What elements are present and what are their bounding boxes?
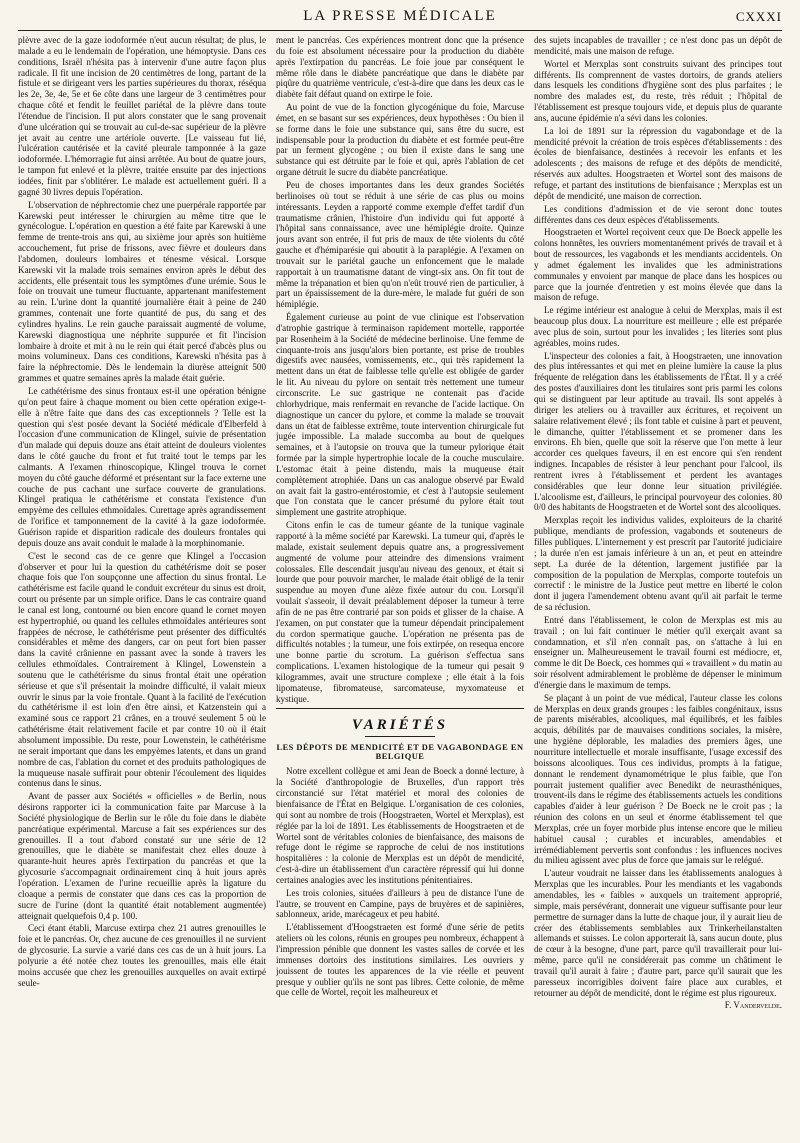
article-paragraph: L'observation de néphrectomie chez une puerpérale rapportée par Karewski peut intéresser le chirurgien au même titre que le gynécologue. L'opération en question a été faite par Karewski à une femme de trente-trois ans qui, au sixième jour après son huitième accouchement, fut prise de frissons, avec fièvre et douleurs dans l'abdomen, douleurs lombaires et ténesme vésical. Lorsque Karewski vit la malade trois semaines environ après le début des accidents, elle présentait tous les symptômes d'une urémie. Sous le foie on trouvait une tumeur fluctuante, appartenant manifestement au rein. L'urine dont la quantité journalière était à peine de 240 grammes, contenait une forte quantité de pus, du sang et des cylindres hyalins. Le rein gauche paraissait augmenté de volume, Karewski diagnostiqua une néphrite suppurée et fit l'incision lombaire à droite et mit à nu le rein qui était percé d'abcès plus ou moins volumineux. Dans ces conditions, Karewski n'hésita pas à faire la néphrectomie. Dès le lendemain la diurèse atteignit 500 grammes et quatre semaines après la malade était guérie.	[18, 199, 266, 384]
article-paragraph: Se plaçant à un point de vue médical, l'auteur classe les colons de Merxplas en deux grands groupes : les faibles congénitaux, issus de parents misérables, alcooliques, mal équilibrés, et les faibles acquis, débilités par de mauvaises conditions sociales, la misère, une hygiène déplorable, les maladies des premiers âges, une nourriture intellectuelle et morale insuffisante, l'usage excessif des boissons alcooliques. Tous ces individus, prompts à la fatigue, donnant le rendement dynamométrique le plus faible, que l'on pourrait justement qualifier avec Benedikt de neurasthéniques, trouvent-ils dans le régime des établissements actuels les conditions capables d'aider à leur guérison ? De Boeck ne le croit pas ; la réunion des colons en un seul et énorme établissement tel que Merxplas, crée un foyer morbide plus intense encore que le milieu habituel causal ; curables et incurables, amendables et irrémédiablement pervertis sont confondus : les influences nocives du milieu agissent avec plus de force que jamais sur le relégué.	[534, 692, 782, 866]
text-columns	[18, 35, 782, 1130]
article-paragraph: L'auteur voudrait ne laisser dans les établissements analogues à Merxplas que les incurables. Pour les mendiants et les vagabonds amendables, les « faibles » auxquels un traitement approprié, simple, mais persévérant, donnerait une vigueur suffisante pour leur permettre de surnager dans la lutte de chaque jour, il y aurait lieu de créer des établissements semblables aux Trinkerheilanstalten allemands et suisses. Le colon apporterait là, sans aucun doute, plus de cœur à la besogne, d'une part, parce qu'il travaillerait pour lui-même, parce qu'il ne considérerait pas comme un châtiment le travail qu'il aurait à faire ; d'autre part, parce qu'il saurait que les paresseux incorrigibles doivent faire place aux curables, et retourner au dépôt de mendicité, dont le régime est plus rigoureux.	[534, 868, 782, 998]
article-paragraph: L'établissement d'Hoogstraeten est formé d'une série de petits ateliers où les colons, réunis en groupes peu nombreux, échappent à l'impression pénible que donnent les vastes salles de corvée et les immenses dortoirs des institutions similaires. Les ouvriers y jouissent de toutes les apparences de la vie réelle et peuvent presque y oublier qu'ils ne sont pas libres. Cette colonie, de même que celle de Wortel, reçoit les malheureux et	[276, 922, 524, 998]
article-paragraph: Peu de choses importantes dans les deux grandes Sociétés berlinoises où tout se réduit à une série de cas plus ou moins intéressants. Leyden a rapporté comme exemple d'effet tardif d'un traumatisme crânien, l'histoire d'un individu qui fut apporté à l'hôpital sans connaissance, avec une hémiplégie droite. Quinze jours avant son entrée, il fut pris de maux de tête violents du côté gauche et d'hémiparésie qui aboutit à la paraplégie. A l'examen on trouvait sur le pariétal gauche un enfoncement que le malade rapportait à un traumatisme datant de vingt-six ans. On fit tout de même la trépanation et bien qu'on n'eût trouvé rien de particulier, à part un épaississement de la dure-mère, le malade fut guéri de son hémiplégie.	[276, 179, 524, 310]
article-paragraph: L'inspecteur des colonies a fait, à Hoogstraeten, une innovation des plus intéressantes et qui met en pleine lumière la cause la plus fréquente de relégation dans les établissements de l'État. Il y a créé des postes d'auxiliaires dont les titulaires sont pris parmi les colons qui se distinguent par leur aptitude au travail. Ils sont appelés à diriger les ateliers ou à travailler aux écritures, et reçoivent un salaire relativement élevé ; ils font table et cuisine à part et peuvent, le dimanche, quitter l'établissement et se promener dans les environs. Eh bien, quelle que soit la réserve que l'on mette à leur accorder ces quelques faveurs, il en est encore qui s'en rendent indignes. Incapables de résister à leur penchant pour l'alcool, ils rentrent ivres à l'établissement et perdent les avantages considérables que leur donne leur situation privilégiée. L'alcoolisme est, d'ailleurs, le principal pourvoyeur des colonies. 80 0/0 des habitants de Hoogstraeten et de Wortel sont des alcooliques.	[534, 350, 782, 513]
column-middle	[276, 35, 524, 1130]
article-paragraph: Les trois colonies, situées d'ailleurs à peu de distance l'une de l'autre, se trouvent en Campine, pays de bruyères et de sapinières, sablonneux, aride, marécageux et peu habité.	[276, 887, 524, 920]
article-paragraph: Ceci étant établi, Marcuse extirpa chez 21 autres grenouilles le foie et le pancréas. Or, chez aucune de ces grenouilles il ne survient de glycosurie. La survie a varié dans ces cas de un à huit jours. La polyurie a été notée chez toutes les grenouilles, mais elle était moins accusée que chez les grenouilles auxquelles on avait extirpé seule-	[18, 923, 266, 988]
article-paragraph: ment le pancréas. Ces expériences montrent donc que la présence du foie est absolument nécessaire pour la production du diabète après l'extirpation du pancréas. Le foie joue par conséquent le même rôle dans le diabète pancréatique que dans le diabète par piqûre du quatrième ventricule, c'est-à-dire que dans les deux cas le diabète fait défaut quand on extirpe le foie.	[276, 35, 524, 100]
section-heading: VARIÉTÉS	[351, 717, 449, 734]
article-paragraph: Entré dans l'établissement, le colon de Merxplas est mis au travail ; on lui fait continuer le métier qu'il exerçait avant sa condamnation, et s'il n'en connaît pas, on s'attache à lui en enseigner un. Malheureusement le travail fourni est médiocre, et, comme le dit De Boeck, ces hommes qui « travaillent » du matin au soir résolvent admirablement le problème de dépenser le minimum d'énergie dans le maximum de temps.	[534, 614, 782, 690]
author-signature: F. Vandervelde.	[724, 1000, 782, 1011]
journal-title: LA PRESSE MÉDICALE	[303, 8, 497, 24]
section-divider	[276, 708, 524, 709]
article-paragraph: Notre excellent collègue et ami Jean de Boeck a donné lecture, à la Société d'anthropologie de Bruxelles, d'un rapport très circonstancié sur l'état matériel et moral des colonies de bienfaisance de l'État en Belgique. L'organisation de ces colonies, qui sont au nombre de trois (Hoogstraeten, Wortel et Merxplas), est réglée par la loi de 1891. Les établissements de Hoogstraeten et de Wortel sont de véritables colonies de bienfaisance, des maisons de refuge dont le régime se rapproche de celui de nos institutions hospitalières : la colonie de Merxplas est un dépôt de mendicité, c'est-à-dire un établissement d'un caractère répressif qui lui donne certaines analogies avec les institutions pénitentiaires.	[276, 766, 524, 885]
article-paragraph: Wortel et Merxplas sont construits suivant des principes tout différents. Ils comprennent de vastes dortoirs, de grands ateliers dans lesquels les conditions d'hygiène sont des plus parfaites ; le nombre des malades est, du reste, très réduit ; l'hôpital de l'établissement est presque toujours vide, et depuis plus de quarante ans, aucune épidémie n'a sévi dans les colonies.	[534, 58, 782, 123]
article-paragraph: Également curieuse au point de vue clinique est l'observation d'atrophie gastrique à terminaison rapidement mortelle, rapportée par Rosenheim à la Société de médecine berlinoise. Une femme de cinquante-trois ans jusqu'alors bien portante, est prise de troubles digestifs avec nausées, vomissements, etc., qui très rapidement la mettent dans un état de faiblesse telle qu'elle est obligée de garder le lit. Au niveau du pylore on sentait très nettement une tumeur circonscrite. Le suc gastrique ne contenait pas d'acide chlorhydrique, mais renfermait en revanche de l'acide lactique. On diagnostique un cancer du pylore, et comme la malade se trouvait dans un état de faiblesse extrême, toute intervention chirurgicale fut jugée impossible. La malade succomba au bout de quelques semaines, et à l'autopsie on trouva que la tumeur pylorique était formée par la simple hypertrophie locale de la couche musculaire. L'estomac était à peine distendu, mais la muqueuse était complètement atrophiée. Dans un cas analogue observé par Ewald on avait fait la gastro-entérostomie, et c'est à l'autopsie seulement que l'on constata que le cancer présumé du pylore était tout simplement une gastrite atrophique.	[276, 312, 524, 518]
article-paragraph: plèvre avec de la gaze iodoformée n'eut aucun résultat; de plus, le malade a eu le lendemain de l'opération, une hémoptysie. Dans ces conditions, Israël n'hésita pas à intervenir d'une autre façon plus radicale. Il fit une incision de 20 centimètres de long, partant de la fistule et se dirigeant vers les parties supérieures du thorax, réséqua les 2e, 3e, 4e, 5e et 6e côte dans une largeur de 3 centimètres pour chaque côté et fendit le feuillet pariétal de la plèvre dans toute l'étendue de l'incision. Il put alors constater que le sang provenait d'une ulcération qui se trouvait au cul-de-sac supérieur de la plèvre jet avait au centre une artériole ouverte. [Le vaisseau fut lié, l'ulcération cautérisée et la cavité pleurale tamponnée à la gaze iodoformée. L'hémorragie fut ainsi arrêtée. Au bout de quatre jours, le tampon fut enlevé et la plèvre, traitée ensuite par des injections iodées, finit par s'oblitérer. Le malade est actuellement guéri. Il a gagné 30 livres depuis l'opération.	[18, 35, 266, 197]
article-paragraph: La loi de 1891 sur la répression du vagabondage et de la mendicité prévoit la création de trois espèces d'établissements : des écoles de bienfaisance, destinées à recevoir les enfants et les adolescents ; des maisons de refuge et des dépôts de mendicité, réservés aux adultes. Hoogstraeten et Wortel sont des maisons de refuge, et partant des institutions de bienfaisance ; Merxplas est un dépôt de mendicité, une maison de correction.	[534, 125, 782, 201]
page-number: CXXXI	[735, 9, 782, 24]
article-paragraph: Les conditions d'admission et de vie seront donc toutes différentes dans ces deux espèces d'établissements.	[534, 203, 782, 225]
article-paragraph: Le régime intérieur est analogue à celui de Merxplas, mais il est beaucoup plus doux. La nourriture est meilleure ; elle est préparée avec plus de soin, surtout pour les invalides ; les literies sont plus agréables, moins rudes.	[534, 305, 782, 348]
column-left	[18, 35, 266, 1130]
article-paragraph: des sujets incapables de travailler ; ce n'est donc pas un dépôt de mendicité, mais une maison de refuge.	[534, 35, 782, 56]
article-paragraph: Merxplas reçoit les individus valides, exploiteurs de la charité publique, mendiants de profession, vagabonds et souteneurs de filles publiques. L'internement y est prescrit par l'autorité judiciaire ; la durée n'en est jamais inférieure à un an, et peut en atteindre sept. La durée de la détention, largement justifiée par la composition de la population de Merxplas, comporte toutefois un correctif : le ministre de la Justice peut mettre en liberté le colon dont il jugera l'amendement obtenu avant qu'il ait parfait le terme de sa réclusion.	[534, 515, 782, 613]
running-header	[18, 6, 782, 31]
article-paragraph: C'est le second cas de ce genre que Klingel a l'occasion d'observer et pour lui la question du cathétérisme doit se poser chaque fois que l'on soupçonne une affection du sinus frontal. Le cathétérisme est facile quand le conduit excréteur du sinus est droit, court ou présente par un simple orifice. Dans le cas contraire quand le canal est long, contourné ou bien encore quand le cornet moyen est hypertrophié, ou quand les cellules ethmoïdales antérieures sont frappées de nécrose, le cathétérisme peut présenter des difficultés considérables et même des dangers, car on peut fort bien passer dans la cavité crânienne en passant avec la sonde à travers les cellules ethmoïdales. Contrairement à Klingel, Lowenstein a soutenu que le cathétérisme du sinus frontal était une opération sérieuse et que s'il présentait la moindre difficulté, il valait mieux ouvrir le sinus par la voie frontale. Quant à la facilité de l'exécution du cathétérisme il est loin d'en être ainsi, et Katzenstein qui a examiné sous ce rapport 21 crânes, en a trouvé seulement 5 où le cathétérisme était relativement facile et par contre 10 où il était absolument impossible. Du reste, pour Lowenstein, le cathétérisme ne serait important que dans les empyèmes latents, et dans un grand nombre de cas, l'ablation du cornet et des produits pathologiques de la muqueuse nasale suffirait pour obtenir l'écoulement des liquides contenus dans le sinus.	[18, 550, 266, 789]
article-paragraph: Le cathétérisme des sinus frontaux est-il une opération bénigne qu'on peut faire à chaque moment ou bien cette opération exige-t-elle à n'être faite que dans des cas exceptionnels ? Telle est la question qui s'est posée devant la Société médicale d'Elberfeld à l'occasion d'une communication de Klingel, suivie de présentation d'un malade qui depuis douze ans était atteint de douleurs violentes dans le côté gauche du front et fut traité tout le temps par les calmants. A l'examen rhinoscopique, Klingel trouva le cornet moyen du côté gauche déformé et présentant sur la face externe une couche de pus cachant une surface couverte de granulations. Klingel pratiqua le cathétérisme et constata l'existence d'un empyème des cellules ethmoïdales. Curettage après agrandissement de l'orifice et tamponnement de la cavité à la gaze iodoformée. Guérison rapide et disparition radicale des douleurs frontales qui depuis douze ans avait conduit le malade à la morphinomanie.	[18, 386, 266, 548]
column-right	[534, 35, 782, 1130]
article-paragraph: Avant de passer aux Sociétés « officielles » de Berlin, nous désirons rapporter ici la communication faite par Marcuse à la Société physiologique de Berlin sur le rôle du foie dans le diabète pancréatique expérimental. Marcuse a fait ses expériences sur des grenouilles. Il a tout d'abord constaté sur une série de 12 grenouilles, que le diabète se manifestait chez elles douze à quarante-huit heures après l'extirpation du pancréas et que la glycosurie s'accompagnait ordinairement cinq à huit jours après l'opération. L'examen de l'urine recueillie après la ligature du cloaque a permis de constater que dans ces cas la proportion de sucre de l'urine (dont la quantité était notablement augmentée) atteignait quelquefois 0,4 p. 100.	[18, 791, 266, 921]
article-title: LES DÉPOTS DE MENDICITÉ ET DE VAGABONDAGE EN BELGIQUE	[276, 743, 524, 762]
article-paragraph: Au point de vue de la fonction glycogénique du foie, Marcuse émet, en se basant sur ses expériences, deux hypothèses : Ou bien il se forme dans le foie une substance qui, sans être du sucre, est indispensable pour la production du diabète et est formée peut-être par un ferment glycogène ; ou bien il existe dans le sang une substance qui est détruite par le foie et qui, après l'ablation de cet organe détruit le sucre du diabète pancréatique.	[276, 102, 524, 178]
section-heading-rule	[365, 736, 435, 737]
article-paragraph: Citons enfin le cas de tumeur géante de la tunique vaginale rapporté à la même société par Karewski. La tumeur qui, d'après le malade, existait seulement depuis quatre ans, a progressivement augmenté de volume pour atteindre des dimensions vraiment colossales. Elle descendait jusqu'au niveau des genoux, et était si lourde que pour pouvoir marcher, le malade était obligé de la tenir suspendue au moyen d'une alèze fixée autour du cou. Lorsqu'il voulait s'asseoir, il devait préalablement déposer la tumeur à terre afin de ne pas être contrarié par son poids et glisser de la chaise. A l'examen, on put constater que la tumeur dépendait principalement du cordon spermatique gauche. L'opération ne présenta pas de difficultés notables ; la tumeur, une fois extirpée, on resequa encore une bonne partie du scrotum. La guérison s'effectua sans complications. L'examen histologique de la tumeur qui pesait 9 kilogrammes, avait une structure complexe ; elle était à la fois lipomateuse, fibromateuse, sarcomateuse, myxomateuse et kystique.	[276, 520, 524, 704]
article-paragraph: Hoogstraeten et Wortel reçoivent ceux que De Boeck appelle les colons honnêtes, les ouvriers momentanément privés de travail et à bout de ressources, les vagabonds et les mendiants accidentels. On y admet également les invalides que les administrations communales y envoient par manque de place dans les hospices ou parce que la journée d'entretien y est moins élevée que dans la maison de refuge.	[534, 227, 782, 303]
